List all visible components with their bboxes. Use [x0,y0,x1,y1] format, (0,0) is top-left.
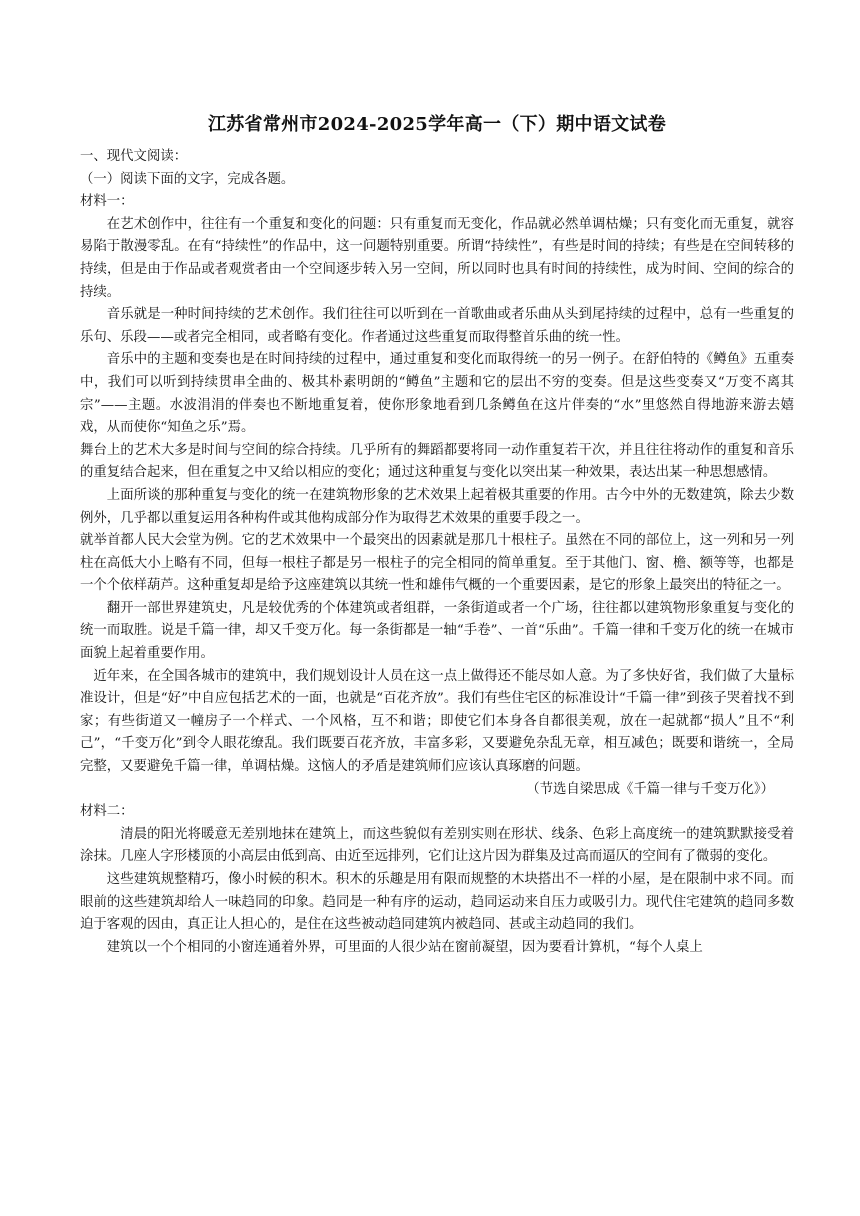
subsection-heading: （一）阅读下面的文字，完成各题。 [80,171,295,187]
material-two-paragraph: 建筑以一个个相同的小窗连通着外界，可里面的人很少站在窗前凝望，因为要看计算机，“每个人桌上 [106,939,703,955]
material-one-paragraph: 在艺术创作中，往往有一个重复和变化的问题：只有重复而无变化，作品就必然单调枯燥；只有变化而无重复，就容易陷于散漫零乱。在有“持续性”的作品中，这一问题特别重要。所谓“持续性”，有些是时间的持续；有些是在空间转移的持续，但是由于作品或者观赏者由一个空间逐步转入另一空间，所以同时也具有时间的持续性，成为时间、空间的综合的持续。 [80,216,794,300]
material-one-paragraph: 音乐就是一种时间持续的艺术创作。我们往往可以听到在一首歌曲或者乐曲从头到尾持续的过程中，总有一些重复的乐句、乐段——或者完全相同，或者略有变化。作者通过这些重复而取得整首乐曲的统一性。 [80,307,794,345]
material-one-paragraph: 翻开一部世界建筑史，凡是较优秀的个体建筑或者组群，一条街道或者一个广场，往往都以建筑物形象重复与变化的统一而取胜。说是千篇一律，却又千变万化。每一条街都是一轴“手卷”、一首“乐曲”。千篇一律和千变万化的统一在城市面貌上起着重要作用。 [80,600,794,662]
material-one-paragraph: 近年来，在全国各城市的建筑中，我们规划设计人员在这一点上做得还不能尽如人意。为了多快好省，我们做了大量标准设计，但是“好”中自应包括艺术的一面，也就是“百花齐放”。我们有些住宅区的标准设计“千篇一律”到孩子哭着找不到家；有些街道又一幢房子一个样式、一个风格，互不和谐；即使它们本身各自都很美观，放在一起就都“损人”且不“利己”，“千变万化”到令人眼花缭乱。我们既要百花齐放，丰富多彩，又要避免杂乱无章，相互减色；既要和谐统一，全局完整，又要避免千篇一律，单调枯燥。这恼人的矛盾是建筑师们应该认真琢磨的问题。 [80,668,794,775]
material-two-paragraph: 清晨的阳光将暖意无差别地抹在建筑上，而这些貌似有差别实则在形状、线条、色彩上高度统一的建筑默默接受着涂抹。几座人字形楼顶的小高层由低到高、由近至远排列，它们让这片因为群集及过高而逼仄的空间有了微弱的变化。 [80,826,794,865]
material-two-paragraph: 这些建筑规整精巧，像小时候的积木。积木的乐趣是用有限而规整的木块搭出不一样的小屋，是在限制中求不同。而眼前的这些建筑却给人一味趋同的印象。趋同是一种有序的运动，趋同运动来自压力或吸引力。现代住宅建筑的趋同多数迫于客观的因由，真正让人担心的，是住在这些被动趋同建筑内被趋同、甚或主动趋同的我们。 [80,872,794,933]
material-one-label: 材料一： [80,194,134,210]
material-one-paragraph: 就举首都人民大会堂为例。它的艺术效果中一个最突出的因素就是那几十根柱子。虽然在不同的部位上，这一列和另一列柱在高低大小上略有不同，但每一根柱子都是另一根柱子的完全相同的简单重复。至于其他门、窗、檐、额等等，也都是一个个依样葫芦。这种重复却是给予这座建筑以其统一性和雄伟气概的一个重要因素，是它的形象上最突出的特征之一。 [80,533,794,594]
material-one-paragraph: 舞台上的艺术大多是时间与空间的综合持续。几乎所有的舞蹈都要将同一动作重复若干次，并且往往将动作的重复和音乐的重复结合起来，但在重复之中又给以相应的变化；通过这种重复与变化以突出某一种效果，表达出某一种思想感情。 [80,442,794,481]
material-one-source: （节选自梁思成《千篇一律与千变万化》） [526,781,774,797]
material-two-label: 材料二： [80,804,134,820]
material-one-paragraph: 音乐中的主题和变奏也是在时间持续的过程中，通过重复和变化而取得统一的另一例子。在舒伯特的《鳟鱼》五重奏中，我们可以听到持续贯串全曲的、极其朴素明朗的“鳟鱼”主题和它的层出不穷的变奏。但是这些变奏又“万变不离其宗”——主题。水波涓涓的伴奏也不断地重复着，使你形象地看到几条鳟鱼在这片伴奏的“水”里悠然自得地游来游去嬉戏，从而使你“知鱼之乐”焉。 [80,352,794,436]
material-one-paragraph: 上面所谈的那种重复与变化的统一在建筑物形象的艺术效果上起着极其重要的作用。古今中外的无数建筑，除去少数例外，几乎都以重复运用各种构件或其他构成部分作为取得艺术效果的重要手段之一。 [80,487,794,526]
exam-title: 江苏省常州市2024-2025学年高一（下）期中语文试卷 [207,114,667,135]
section-heading: 一、现代文阅读： [80,149,188,164]
